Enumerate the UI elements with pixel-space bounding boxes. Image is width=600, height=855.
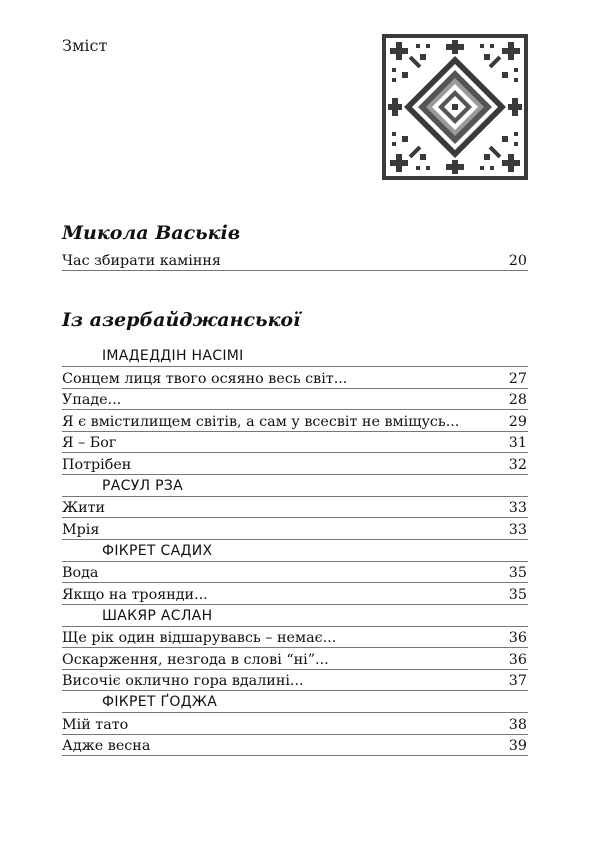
toc-entry-title: Жити [62, 500, 106, 516]
toc-entry-title: Упаде... [62, 392, 122, 408]
toc-entry-page: 38 [508, 716, 527, 733]
toc-entry-page: 33 [508, 500, 527, 516]
toc-entry[interactable] [62, 713, 528, 735]
poet-heading: ІМАДЕДДІН НАСІМІ [62, 345, 528, 367]
toc-entry[interactable] [62, 432, 528, 454]
toc-entry-title: Височіє оклично гора вдалині... [62, 673, 304, 689]
page-header: Зміст [62, 36, 108, 55]
toc-entry-page: 31 [508, 435, 527, 451]
author-heading: Микола Васьків [62, 222, 241, 244]
toc-entry-title: Оскарження, незгода в слові “ні”... [62, 651, 329, 668]
toc-entry-page: 28 [508, 392, 527, 408]
toc-entry[interactable] [62, 735, 528, 757]
toc-entry-title: Адже весна [62, 738, 151, 754]
toc-entry[interactable] [62, 410, 528, 432]
toc-entry-page: 32 [508, 456, 527, 473]
poet-heading: ШАКЯР АСЛАН [62, 605, 528, 627]
toc-entry[interactable] [62, 249, 528, 271]
toc-entry[interactable] [62, 367, 528, 389]
toc-entry-page: 37 [508, 673, 527, 689]
toc-entry-title: Ще рік один відшарувавсь – немає... [62, 630, 337, 646]
translations-toc [62, 345, 528, 756]
toc-entry[interactable] [62, 453, 528, 475]
toc-entry-page: 35 [508, 586, 527, 603]
embroidery-ornament-icon [382, 34, 528, 180]
toc-entry[interactable] [62, 562, 528, 584]
toc-entry-page: 20 [508, 252, 527, 269]
toc-entry[interactable] [62, 670, 528, 692]
toc-entry-title: Я – Бог [62, 435, 117, 451]
toc-entry-page: 39 [508, 738, 527, 754]
toc-entry-title: Я є вмістилищем світів, а сам у всесвіт не вміщусь... [62, 413, 460, 430]
toc-entry-page: 36 [508, 651, 527, 668]
poet-heading: ФІКРЕТ САДИХ [62, 540, 528, 562]
toc-entry[interactable] [62, 389, 528, 411]
toc-entry-page: 35 [508, 565, 527, 581]
author-toc [62, 249, 528, 271]
toc-entry-title: Час збирати каміння [62, 252, 221, 269]
toc-entry-page: 27 [508, 370, 527, 387]
toc-entry-title: Сонцем лиця твого осяяно весь світ... [62, 370, 348, 387]
poet-heading: РАСУЛ РЗА [62, 475, 528, 497]
toc-entry-page: 36 [508, 630, 527, 646]
toc-entry[interactable] [62, 497, 528, 519]
toc-entry-title: Мій тато [62, 716, 129, 733]
toc-entry-title: Потрібен [62, 456, 132, 473]
toc-entry-title: Мрія [62, 521, 100, 538]
toc-entry[interactable] [62, 518, 528, 540]
toc-entry-page: 33 [508, 521, 527, 538]
toc-entry-title: Вода [62, 565, 99, 581]
toc-entry-page: 29 [508, 413, 527, 430]
section-heading: Із азербайджанської [62, 309, 301, 331]
toc-entry[interactable] [62, 627, 528, 649]
toc-entry-title: Якщо на троянди... [62, 586, 208, 603]
poet-heading: ФІКРЕТ ҐОДЖА [62, 691, 528, 713]
toc-entry[interactable] [62, 583, 528, 605]
toc-entry[interactable] [62, 648, 528, 670]
